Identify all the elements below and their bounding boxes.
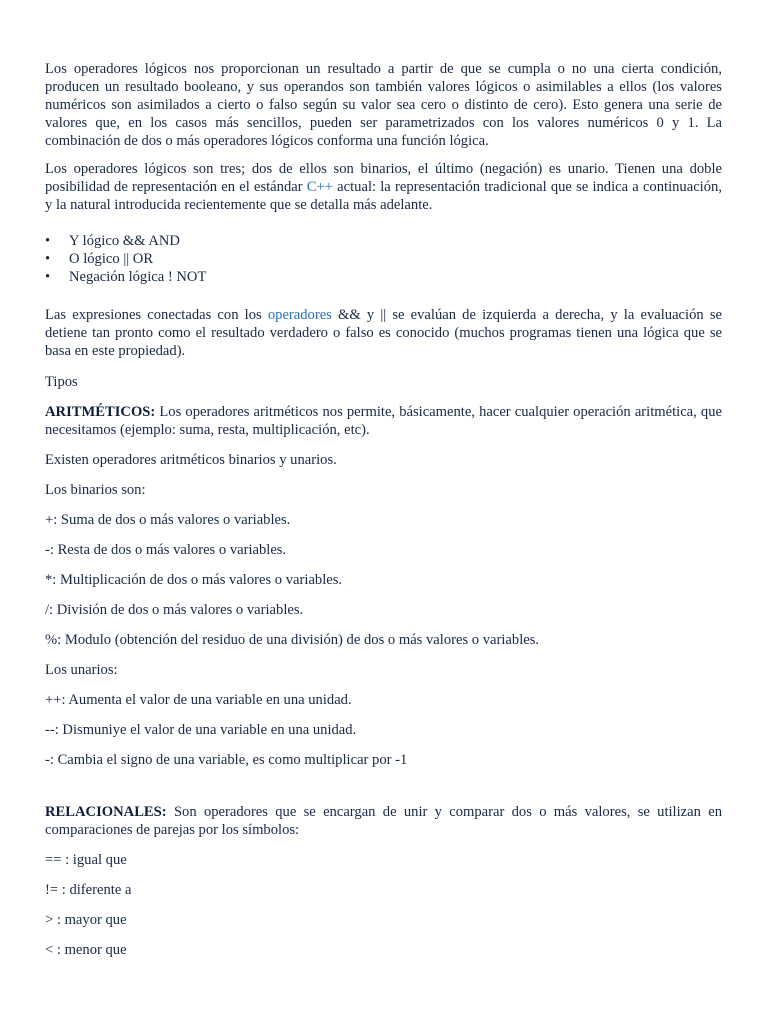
bullet-icon: •	[45, 269, 51, 285]
cpp-link[interactable]: C++	[306, 179, 333, 195]
list-item-not	[45, 268, 722, 286]
evaluation-text-b: && y || se evalúan de izquierda a derecha, y la evaluación se detiene tan pronto como el resultado verdadero o falso es conocido (muchos programas tienen una lógica que se basa en este propiedad).	[45, 307, 722, 359]
aritmeticos-heading: ARITMÉTICOS:	[45, 404, 156, 420]
binary-op-mod: %: Modulo (obtención del residuo de una división) de dos o más valores o variables.	[45, 632, 540, 648]
unary-op-inc: ++: Aumenta el valor de una variable en una unidad.	[45, 692, 352, 708]
list-item-text: Negación lógica ! NOT	[69, 269, 207, 285]
binarios-label: Los binarios son:	[45, 482, 146, 498]
unary-op-dec: --: Dismuniye el valor de una variable en una unidad.	[45, 722, 357, 738]
binary-op-div: /: División de dos o más valores o variables.	[45, 602, 304, 618]
relational-op-not-equal: != : diferente a	[45, 882, 132, 898]
document-page	[45, 60, 722, 959]
binary-op-mul: *: Multiplicación de dos o más valores o variables.	[45, 572, 343, 588]
intro-paragraph-2-text-b: actual: la representación tradicional que se indica a continuación, y la natural introducida recientemente que se detalla más adelante.	[45, 179, 722, 213]
logical-operators-list	[45, 232, 722, 286]
binary-op-sub: -: Resta de dos o más valores o variables.	[45, 542, 287, 558]
relacionales-paragraph	[45, 803, 722, 839]
evaluation-text-a: Las expresiones conectadas con los	[45, 307, 268, 323]
list-item-or	[45, 250, 722, 268]
list-item-and	[45, 232, 722, 250]
relational-op-less: < : menor que	[45, 942, 127, 958]
bullet-icon: •	[45, 251, 51, 267]
aritmeticos-paragraph	[45, 403, 722, 439]
intro-paragraph-1: Los operadores lógicos nos proporcionan un resultado a partir de que se cumpla o no una cierta condición, producen un resultado booleano, y sus operandos son también valores lógicos o asimilables a ellos (los valores numéricos son asimilados a cierto o falso según su valor sea cero o distinto de cero). Esto genera una serie de valores que, en los casos más sencillos, pueden ser parametrizados con los valores numéricos 0 y 1. La combinación de dos o más operadores lógicos conforma una función lógica.	[45, 61, 722, 149]
tipos-label: Tipos	[45, 374, 78, 390]
relational-op-equal: == : igual que	[45, 852, 127, 868]
existen-paragraph: Existen operadores aritméticos binarios y unarios.	[45, 452, 337, 468]
binary-op-sum: +: Suma de dos o más valores o variables.	[45, 512, 291, 528]
list-item-text: O lógico || OR	[69, 251, 154, 267]
list-item-text: Y lógico && AND	[69, 233, 180, 249]
intro-paragraph-2-text-a: Los operadores lógicos son tres; dos de ellos son binarios, el último (negación) es unario. Tienen una doble posibilidad de representación en el estándar	[45, 161, 722, 195]
unary-op-neg: -: Cambia el signo de una variable, es como multiplicar por -1	[45, 752, 408, 768]
relational-op-greater: > : mayor que	[45, 912, 127, 928]
relacionales-heading: RELACIONALES:	[45, 804, 167, 820]
aritmeticos-text: Los operadores aritméticos nos permite, básicamente, hacer cualquier operación aritmética, que necesitamos (ejemplo: suma, resta, multiplicación, etc).	[45, 404, 722, 438]
unarios-label: Los unarios:	[45, 662, 118, 678]
intro-paragraph-2	[45, 160, 722, 214]
bullet-icon: •	[45, 233, 51, 249]
relacionales-text: Son operadores que se encargan de unir y comparar dos o más valores, se utilizan en comparaciones de parejas por los símbolos:	[45, 804, 722, 838]
evaluation-paragraph	[45, 306, 722, 360]
operadores-link[interactable]: operadores	[267, 307, 332, 323]
